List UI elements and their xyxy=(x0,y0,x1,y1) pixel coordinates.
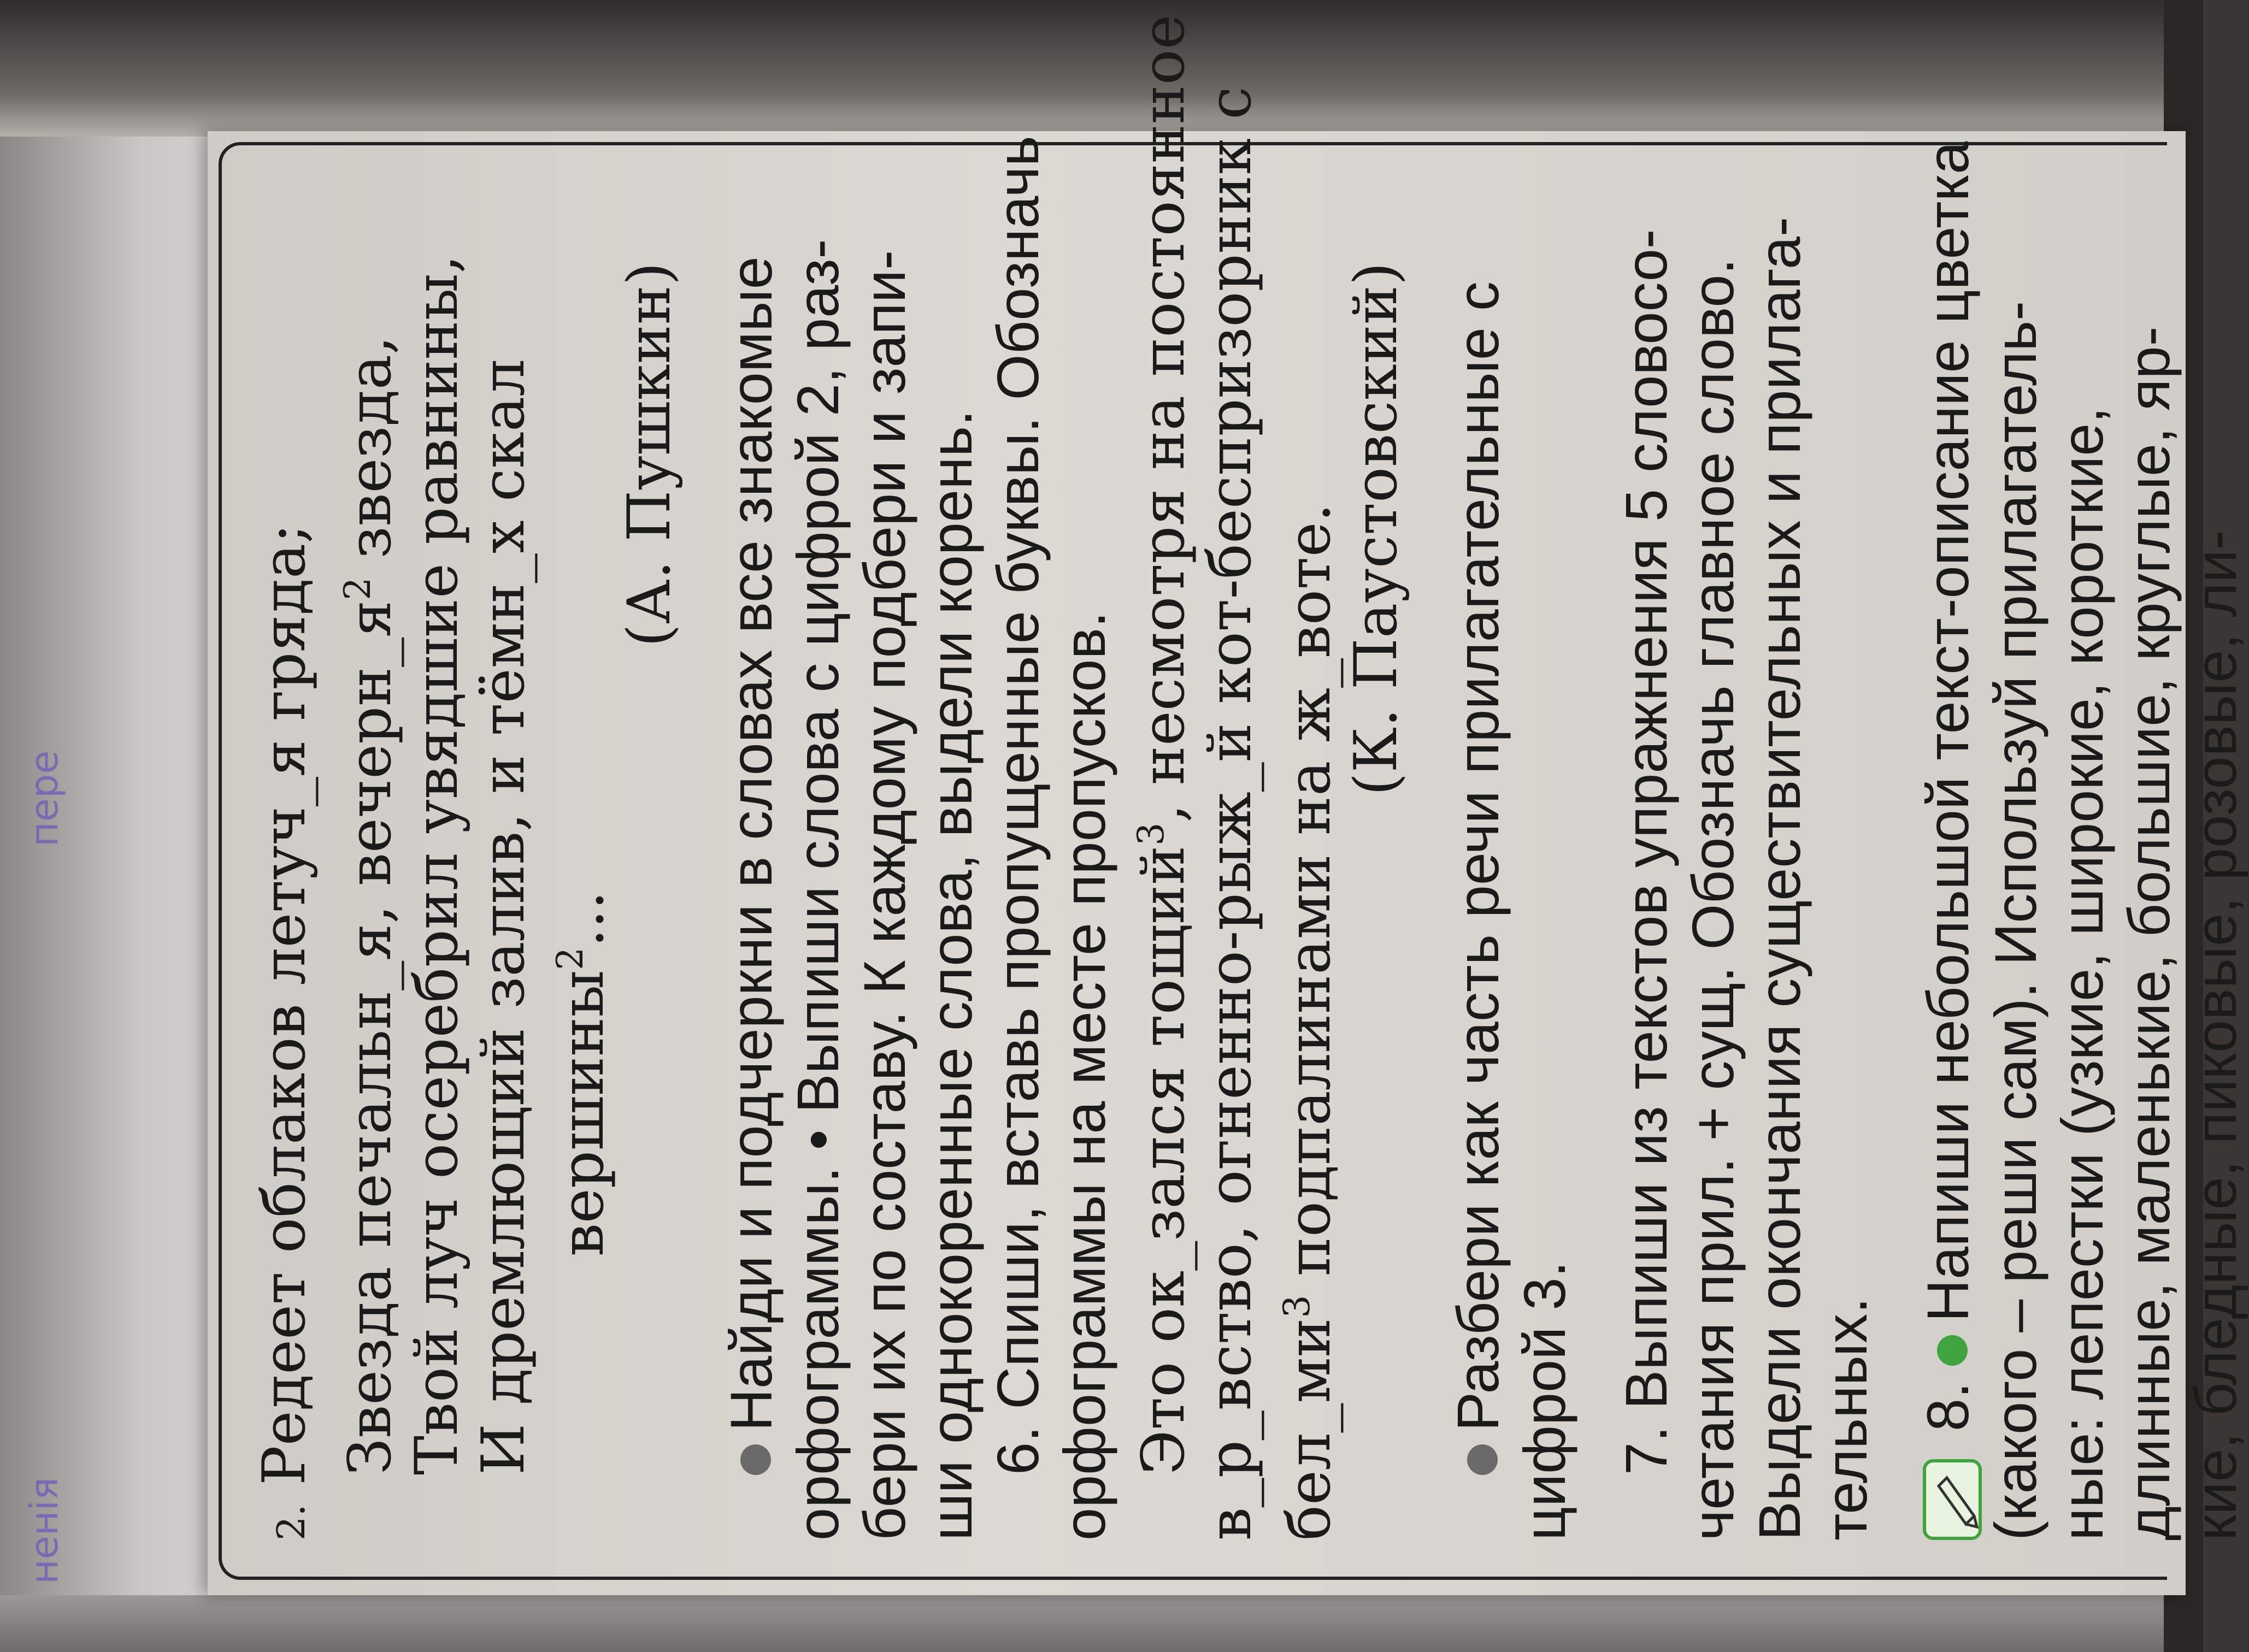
task-line: тельных. xyxy=(1813,1297,1879,1541)
task-line: (какого – реши сам). Используй прилагатель- xyxy=(1982,300,2049,1541)
exercise-7-number: 7. xyxy=(1613,1425,1679,1475)
bullet-green-icon xyxy=(1937,1335,1968,1366)
task-find-orthograms xyxy=(718,197,985,1541)
exercise-8 xyxy=(1915,141,2249,1541)
task-line: четания прил. + сущ. Обозначь главное слово. xyxy=(1680,258,1746,1541)
task-parse-adjectives xyxy=(1445,197,1578,1541)
poem-line-tail: звезда, xyxy=(336,335,404,577)
task-line: ные: лепестки (узкие, широкие, короткие, xyxy=(2049,406,2116,1541)
task-line: Спиши, вставь пропущенные буквы. Обозначь xyxy=(985,135,1051,1409)
exercise-6 xyxy=(985,135,1118,1541)
bullet-icon xyxy=(740,1444,771,1475)
text-line: Это ок_зался тощий xyxy=(1129,845,1198,1475)
pencil-icon xyxy=(1922,1459,1982,1541)
text-superscript: 3 xyxy=(1130,822,1172,846)
task-line: Напиши небольшой текст-описание цветка xyxy=(1915,141,1981,1322)
text-line: бел_ми xyxy=(1275,1318,1344,1541)
text-line-tail: подпалинами на ж_воте. xyxy=(1275,503,1344,1295)
poem-line: Твой луч осеребрил увядшие равнины, xyxy=(403,255,471,1475)
text-author: (К. Паустовский) xyxy=(1342,262,1410,796)
task-line: Найди и подчеркни в словах все знакомые xyxy=(718,256,784,1431)
poem-line-tail: ... xyxy=(549,890,617,947)
task-line: длинные, маленькие, большие, круглые, яр- xyxy=(2116,326,2182,1541)
poem-line: Звезда печальн_я, вечерн_я xyxy=(336,600,404,1475)
bullet-icon xyxy=(1467,1444,1498,1475)
task-line: Выдели окончания существительных и прилага- xyxy=(1746,216,1812,1541)
text-superscript: 3 xyxy=(1276,1295,1318,1318)
poem-superscript: 2 xyxy=(549,947,591,970)
exercise-2-poem xyxy=(251,197,683,1541)
poem-line: Редеет облаков летуч_я гряда; xyxy=(250,523,319,1485)
text-line: в_р_вство, огненно-рыж_й кот-беспризорник с xyxy=(1196,86,1264,1541)
exercise-7 xyxy=(1613,197,1880,1541)
table-surface-top xyxy=(0,0,2203,137)
margin-note-left: ненія xyxy=(22,1477,67,1584)
task-line: кие, бледные, пиковые, розовые, ли- xyxy=(2182,530,2249,1541)
text-line-tail: , несмотря на постоянное xyxy=(1129,14,1198,823)
exercise-6-text xyxy=(1118,14,1410,1541)
table-surface-bottom xyxy=(0,1595,2203,1652)
task-line: орфограммы на месте пропусков. xyxy=(1051,611,1117,1541)
margin-note-left-2: пере xyxy=(22,750,67,847)
task-line: Выпиши из текстов упражнения 5 словосо- xyxy=(1613,229,1679,1409)
poem-line: И дремлющий залив, и тёмн_х скал xyxy=(469,359,538,1475)
exercise-6-number: 6. xyxy=(985,1425,1051,1475)
exercise-2-number: 2. xyxy=(269,1504,314,1541)
task-line: Разбери как часть речи прилагательные с xyxy=(1445,281,1511,1431)
task-line: орфограммы. • Выпиши слова с цифрой 2, раз- xyxy=(785,239,851,1541)
poem-line: вершины xyxy=(549,970,617,1256)
poem-superscript: 2 xyxy=(337,577,379,600)
page-content xyxy=(229,14,2249,1562)
exercise-8-number: 8. xyxy=(1915,1382,1981,1431)
task-line: цифрой 3. xyxy=(1511,1261,1577,1541)
textbook-page xyxy=(208,14,2249,1595)
task-line: бери их по составу. К каждому подбери и запи- xyxy=(851,250,917,1541)
poem-author: (А. Пушкин) xyxy=(615,262,684,647)
task-line: ши однокоренные слова, выдели корень. xyxy=(918,410,984,1541)
